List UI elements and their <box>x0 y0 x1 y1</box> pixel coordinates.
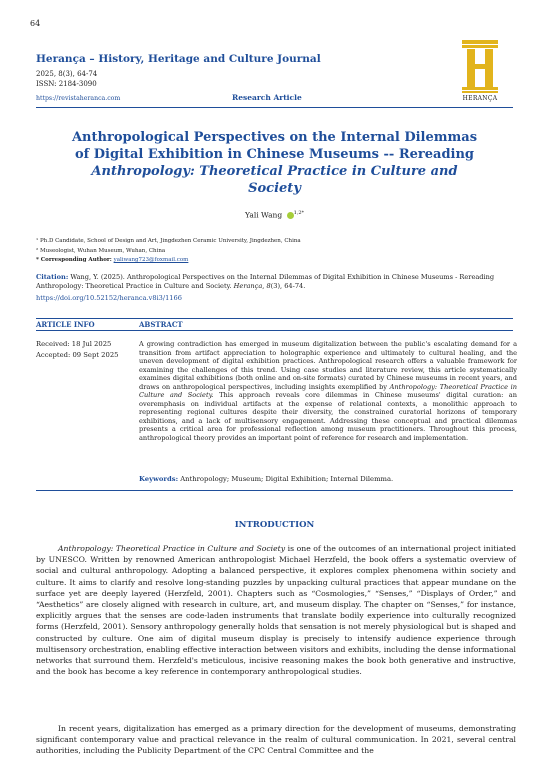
doi-link[interactable]: https://doi.org/10.52152/heranca.v8i3/1166 <box>36 294 182 302</box>
journal-url-link[interactable]: https://revistaheranca.com <box>36 95 121 102</box>
intro-paragraph-2 <box>36 723 516 757</box>
citation-label: Citation: <box>36 273 69 281</box>
title-line-4: Society <box>248 181 301 196</box>
corresponding-email-link[interactable]: yaliwang723@foxmail.com <box>113 257 189 263</box>
citation <box>36 273 516 291</box>
article-type: Research Article <box>232 93 302 102</box>
header-divider <box>36 107 513 108</box>
intro-paragraph-1 <box>36 543 516 677</box>
title-line-3: Anthropology: Theoretical Practice in Culture and <box>91 164 458 179</box>
intro-book-title: Anthropology: Theoretical Practice in Culture and Society <box>58 544 286 553</box>
accepted-date: Accepted: 09 Sept 2025 <box>36 351 119 359</box>
abstract-text-b: This approach reveals core dilemmas in Chinese museums' digital curation: an overemphasis on individual artifacts at the expense of relational contexts, a monolithic approach to representing regional cultures despite their diversity, the constrained curatorial horizons of temporary exhibitions, and a lack of multisensory engagement. Addressing these conceptual and practical dilemmas presents a critical area for professional reflection among museum practitioners. Throughout this process, anthropological theory provides an important point of reference for research and implementation. <box>139 391 517 442</box>
abstract-body <box>139 340 517 442</box>
introduction-heading: INTRODUCTION <box>234 520 315 530</box>
logo-text: HERANÇA <box>462 95 498 102</box>
abstract-book-title: Anthropology: Theoretical Practice in Culture and Society. <box>139 382 517 399</box>
journal-title: Herança – History, Heritage and Culture Journal <box>36 53 321 65</box>
keywords <box>139 475 393 483</box>
intro-p2-text: In recent years, digitalization has emerged as a primary direction for the development of museums, demonstrating significant contemporary value and practical relevance in the realm of cultural communication. In 2021, several central authorities, including the Publicity Department of the CPC Central Committee and the <box>36 724 516 756</box>
keywords-list: Anthropology; Museum; Digital Exhibition; Internal Dilemma. <box>180 475 394 483</box>
page-number: 64 <box>30 19 41 28</box>
abstract-bottom-divider <box>36 490 513 491</box>
author-name: Yali Wang <box>244 210 283 220</box>
info-top-divider <box>36 318 513 319</box>
journal-volume: 2025, 8(3), 64-74 <box>36 70 98 78</box>
corresponding-author <box>36 257 188 263</box>
citation-text: Wang, Y. (2025). Anthropological Perspectives on the Internal Dilemmas of Digital Exhibition in Chinese Museums - Rereading Anthropology: Theoretical Practice in Culture and Society. <box>36 273 495 290</box>
corresponding-label: * Corresponding Author: <box>36 257 112 263</box>
affiliation-2: ² Museologist, Wuhan Museum, Wuhan, China <box>36 248 166 254</box>
journal-issn: ISSN: 2184-3090 <box>36 80 97 88</box>
received-date: Received: 18 Jul 2025 <box>36 340 112 348</box>
keywords-label: Keywords: <box>139 475 179 483</box>
intro-p1-text: is one of the outcomes of an international project initiated by UNESCO. Written by renowned American anthropologist Michael Herzfeld, the book offers a systematic overview of social and cultural anthropology. Adopting a balanced perspective, it explores complex phenomena within society and culture. It aims to clarify and resolve long-standing puzzles by unpacking cultural practices that appear mundane on the surface yet are deeply layered (Herzfeld, 2001). Chapters such as “Cosmologies,” “Senses,” “Displays of Order,” and “Aesthetics” are closely aligned with research in culture, art, and museum display. The chapter on “Senses,” for instance, explicitly argues that the senses are code-laden instruments that translate bodily experience into culturally recognized forms (Herzfeld, 2001). Sensory anthropology generally holds that sensation is not merely physiological but is shaped and constructed by culture. One aim of digital museum display is precisely to intensify audience experience through multisensory orchestration, enabling effective interaction between visitors and exhibits, including the dense informational networks that surround them. Herzfeld's meticulous, incisive reasoning makes the book both generative and instructive, and the book has become a key reference in contemporary anthropological studies. <box>36 544 517 677</box>
citation-issue: (3), 64-74. <box>270 282 306 290</box>
citation-journal: Herança, 8 <box>233 282 271 290</box>
article-title <box>36 129 513 197</box>
abstract-heading: ABSTRACT <box>139 320 183 329</box>
orcid-icon[interactable] <box>287 212 294 219</box>
abstract-text-a: A growing contradiction has emerged in museum digitalization between the public's escalating demand for a transition from artifact appreciation to holographic experience and ultimately to cultural healing, and the uneven development of digital exhibition practices. Anthropological research offers a valuable framework for examining the challenges of this trend. Using case studies and literature review, this article systematically examines digital exhibitions (both online and on-site formats) curated by Chinese museums in recent years, and draws on anthropological perspectives, including insights exemplified by <box>139 340 517 391</box>
title-line-2: of Digital Exhibition in Chinese Museums -- Rereading <box>74 147 475 162</box>
author <box>36 210 513 220</box>
article-info-heading: ARTICLE INFO <box>36 320 95 329</box>
info-heading-divider <box>36 330 513 331</box>
title-line-1: Anthropological Perspectives on the Internal Dilemmas <box>71 130 478 145</box>
author-affiliation-marker: 1,2* <box>293 210 305 216</box>
affiliation-1: ¹ Ph.D Candidate, School of Design and Art, Jingdezhen Ceramic University, Jingdezhen, China <box>36 238 301 244</box>
